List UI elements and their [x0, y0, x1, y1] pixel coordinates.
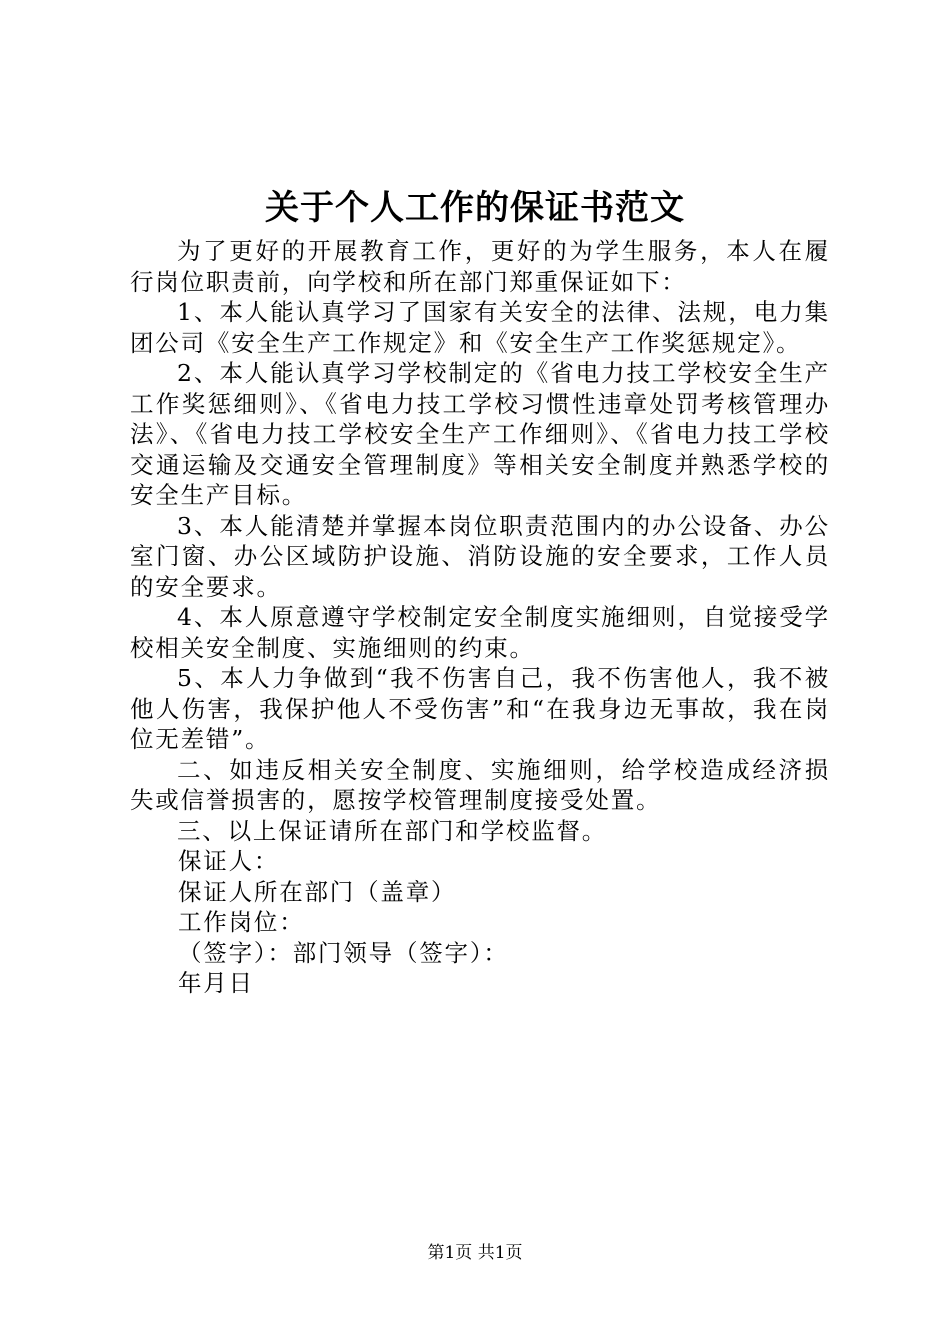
page-footer: 第1页 共1页 — [427, 1243, 523, 1263]
paragraph-item-1: 1、本人能认真学习了国家有关安全的法律、法规，电力集团公司《安全生产工作规定》和《安全生产工作奖惩规定》。 — [130, 298, 830, 357]
signature-leader-sign: （签字）：部门领导（签字）： — [178, 938, 509, 967]
paragraph-section-3: 三、以上保证请所在部门和学校监督。 — [177, 816, 608, 845]
paragraph-intro: 为了更好的开展教育工作，更好的为学生服务，本人在履行岗位职责前，向学校和所在部门郑重保证如下： — [130, 237, 830, 296]
paragraph-item-5: 5、本人力争做到“我不伤害自己，我不伤害他人，我不被他人伤害，我保护他人不受伤害”和“在我身边无事故，我在岗位无差错”。 — [130, 664, 830, 753]
paragraph-item-4: 4、本人原意遵守学校制定安全制度实施细则，自觉接受学校相关安全制度、实施细则的约束。 — [130, 603, 830, 662]
document-body — [130, 236, 830, 999]
signature-guarantor: 保证人： — [178, 847, 280, 875]
paragraph-section-2: 二、如违反相关安全制度、实施细则，给学校造成经济损失或信誉损害的，愿按学校管理制度接受处置。 — [130, 755, 830, 814]
document-title: 关于个人工作的保证书范文 — [265, 188, 685, 228]
paragraph-item-2: 2、本人能认真学习学校制定的《省电力技工学校安全生产工作奖惩细则》、《省电力技工学校习惯性违章处罚考核管理办法》、《省电力技工学校安全生产工作细则》、《省电力技工学校交通运输及交通安全管理制度》等相关安全制度并熟悉学校的安全生产目标。 — [130, 359, 830, 509]
signature-job-position: 工作岗位： — [178, 908, 305, 936]
signature-date: 年月日 — [178, 969, 254, 997]
paragraph-item-3: 3、本人能清楚并掌握本岗位职责范围内的办公设备、办公室门窗、办公区域防护设施、消防设施的安全要求，工作人员的安全要求。 — [130, 511, 830, 601]
signature-department-seal: 保证人所在部门（盖章） — [178, 877, 457, 906]
